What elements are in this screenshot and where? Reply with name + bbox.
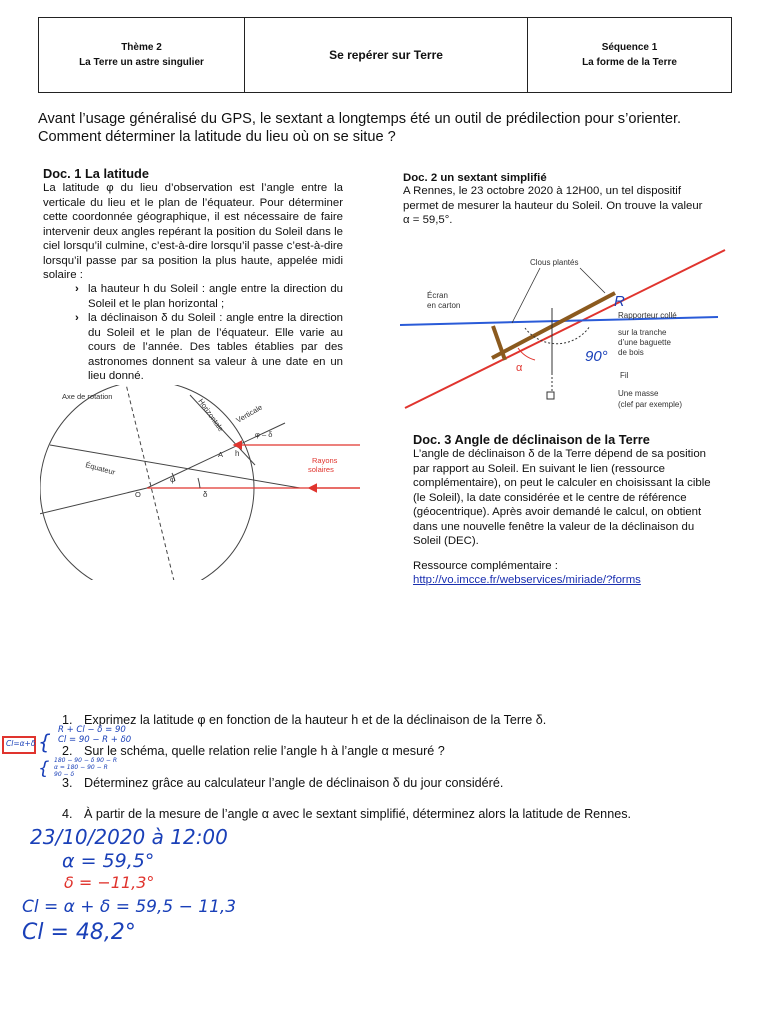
hand-delta-value: δ = −11,3°	[64, 873, 155, 892]
hand-date: 23/10/2020 à 12:00	[30, 825, 228, 849]
intro-line-1: Avant l’usage généralisé du GPS, le sextant a longtemps été un outil de prédilection pour s’orienter.	[38, 111, 682, 127]
doc3-resource-label: Ressource complémentaire :	[413, 560, 558, 572]
doc1-title: Doc. 1 La latitude	[43, 166, 149, 181]
sequence-title: La forme de la Terre	[582, 57, 677, 68]
h-label: h	[235, 449, 240, 458]
hand-brace: {	[38, 730, 51, 754]
rays-label-1: Rayons	[312, 456, 338, 465]
ecran-label-2: en carton	[427, 301, 461, 310]
theme-number: Thème 2	[121, 42, 162, 53]
question-4: 4. À partir de la mesure de l’angle α avec le sextant simplifié, déterminez alors la latitude de Rennes.	[62, 807, 631, 821]
alpha-label: α	[516, 362, 523, 374]
clous-label: Clous plantés	[530, 258, 579, 267]
hand-formula: Cl = α + δ = 59,5 − 11,3	[22, 897, 237, 917]
theme-cell	[39, 18, 245, 92]
phi-minus-delta-label: φ – δ	[255, 430, 273, 439]
o-label: O	[135, 490, 141, 499]
equator-left-line	[40, 488, 147, 515]
a-label: A	[218, 450, 224, 459]
doc3-title: Doc. 3 Angle de déclinaison de la Terre	[413, 432, 650, 447]
hand-note-q2-c: 90 − δ	[54, 771, 75, 778]
masse-label-1: Une masse	[618, 389, 659, 398]
clous-pointer-1	[512, 268, 540, 323]
mass-square	[547, 392, 554, 399]
alpha-arc	[518, 348, 535, 360]
doc1-bullet-declination	[75, 311, 343, 384]
axis-label: Axe de rotation	[62, 392, 113, 401]
masse-label-2: (clef par exemple)	[618, 400, 683, 409]
vertical-label: Verticale	[234, 402, 264, 425]
clous-pointer-2	[580, 268, 605, 293]
question-1: 1. Exprimez la latitude φ en fonction de la hauteur h et de la déclinaison de la Terre δ.	[62, 713, 547, 727]
boxed-answer	[2, 736, 36, 754]
doc1-paragraph: La latitude φ du lieu d’observation est l’angle entre la verticale du lieu et le plan de l’équateur. Pour déterminer cette coordonnée géographique, il est nécessaire de faire intervenir deux angles repérant la position du Soleil dans le ciel lorsqu’il culmine, c’est-à-dire lorsqu’il passe c’est-à-dire lorsqu’il passe par sa position la plus haute, appelée midi solaire :	[43, 182, 343, 281]
page-title: Se repérer sur Terre	[245, 18, 528, 92]
intro-question: Comment déterminer la latitude du lieu où on se situe ?	[38, 129, 396, 145]
question-2: 2. Sur le schéma, quelle relation relie l’angle h à l’angle α mesuré ?	[62, 744, 445, 758]
phi-label: φ	[170, 475, 176, 484]
sextant-figure	[400, 248, 730, 423]
hand-note-q1-b: Cl = 90 − R + δ0	[58, 735, 132, 745]
sequence-cell	[528, 18, 731, 92]
doc1-bullet-height	[75, 282, 343, 311]
intro-text	[38, 110, 758, 146]
hand-90-label: 90°	[585, 348, 608, 365]
hand-result: Cl = 48,2°	[22, 920, 136, 945]
earth-circle	[40, 385, 254, 580]
hand-note-q2-b: α = 180 − 90 − R	[54, 764, 108, 771]
bullet-arrow-icon: ›	[75, 312, 79, 324]
latitude-figure	[40, 385, 360, 580]
equator-label: Équateur	[84, 460, 117, 477]
delta-arc	[198, 478, 200, 488]
ecran-label-1: Écran	[427, 291, 448, 300]
rapporteur-label-1: Rapporteur collé	[618, 311, 677, 320]
rapporteur-label-2: sur la tranche	[618, 328, 667, 337]
theme-title: La Terre un astre singulier	[79, 57, 204, 68]
hand-note-q2-a: 180 − 90 − δ 90 − R	[54, 757, 117, 764]
rapporteur-label-3: d’une baguette	[618, 338, 671, 347]
header-table	[38, 17, 732, 93]
doc2-text: A Rennes, le 23 octobre 2020 à 12H00, un tel dispositif permet de mesurer la hauteur du Soleil. On trouve la valeur α = 59,5°.	[403, 185, 703, 226]
horizontal-label: Horizontale	[196, 396, 226, 434]
sequence-number: Séquence 1	[601, 42, 658, 53]
sun-ray-line	[405, 250, 725, 408]
delta-label: δ	[203, 490, 208, 499]
bullet-text: la hauteur h du Soleil : angle entre la direction du Soleil et le plan horizontal ;	[88, 283, 343, 310]
question-3: 3. Déterminez grâce au calculateur l’angle de déclinaison δ du jour considéré.	[62, 776, 504, 790]
resource-link[interactable]: http://vo.imcce.fr/webservices/miriade/?forms	[413, 574, 641, 586]
hand-note-q1-a: R + Cl − δ = 90	[58, 725, 126, 735]
boxed-answer-text: Cl=α+δ	[6, 739, 36, 748]
bullet-arrow-icon: ›	[75, 283, 79, 295]
rapporteur-label-4: de bois	[618, 348, 644, 357]
fil-label: Fil	[620, 371, 629, 380]
rotation-axis	[125, 385, 175, 580]
hand-brace-2: {	[38, 758, 50, 779]
bullet-text: la déclinaison δ du Soleil : angle entre la direction du Soleil et le plan de l’équateur. Elle varie au cours de l’année. Des tables établies par des astronomes donnent sa valeur à une date en un lieu donné.	[88, 312, 343, 382]
doc2-title: Doc. 2 un sextant simplifié	[403, 172, 547, 184]
hand-alpha-value: α = 59,5°	[62, 850, 155, 872]
hand-r-label: R	[614, 293, 625, 310]
doc3-paragraph: L’angle de déclinaison δ de la Terre dépend de sa position par rapport au Soleil. En suivant le lien (ressource complémentaire), on peut le calculer en choisissant la cible (le Soleil), la date considérée et le centre de référence (géocentrique). Après avoir demandé le calcul, on obtient dans une nouvelle fenêtre la valeur de la déclinaison du Soleil (DEC).	[413, 448, 711, 547]
rays-label-2: solaires	[308, 465, 334, 474]
